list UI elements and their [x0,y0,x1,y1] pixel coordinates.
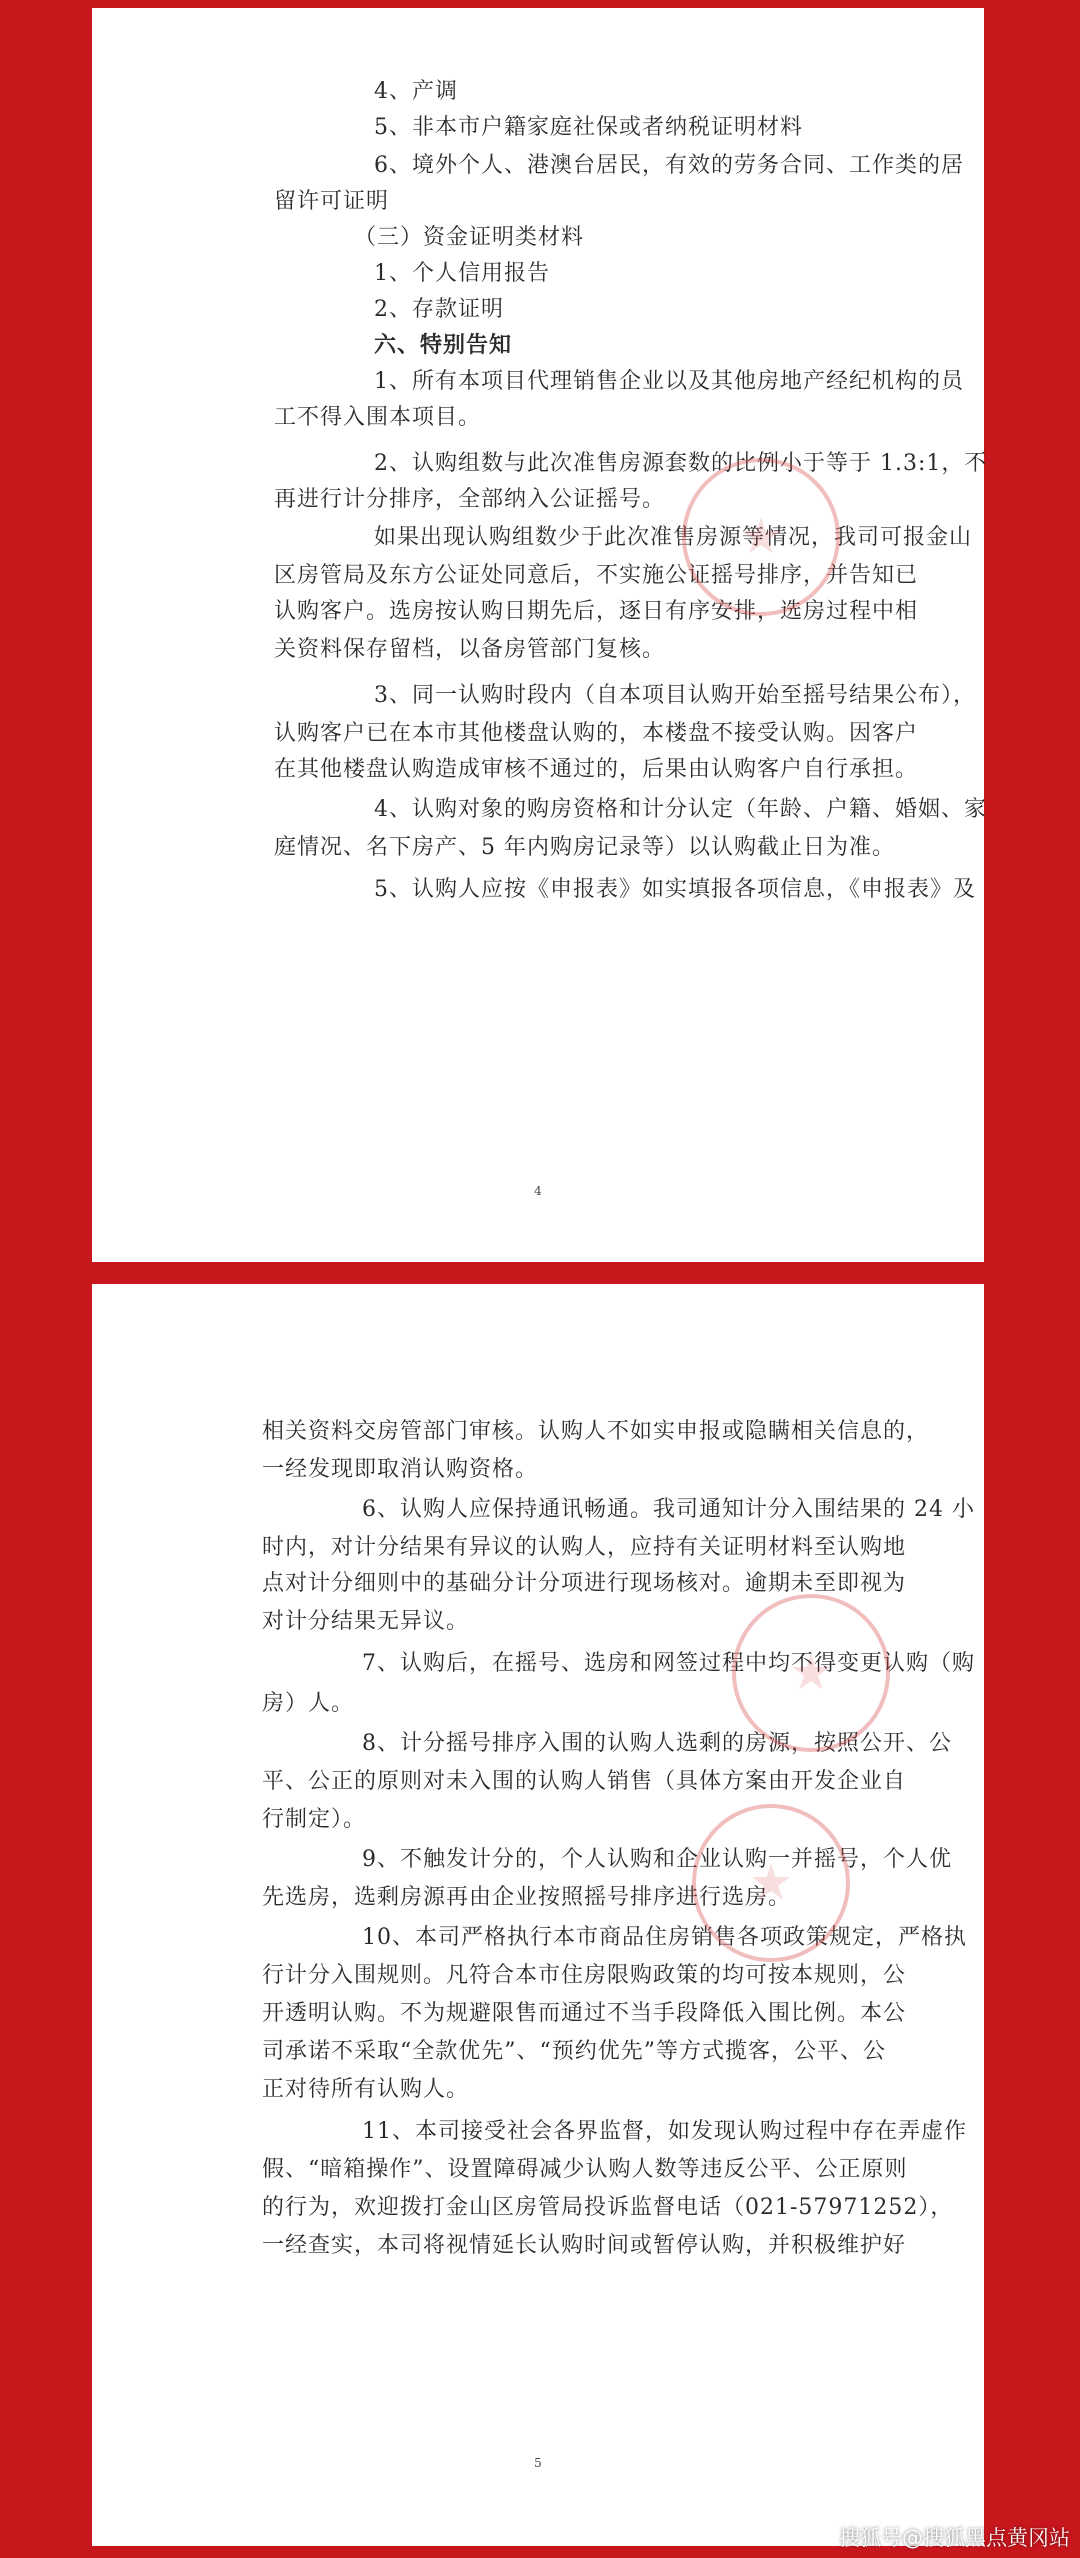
text-line: 庭情况、名下房产、5 年内购房记录等）以认购截止日为准。 [274,835,895,860]
text-line: 10、本司严格执行本市商品住房销售各项政策规定，严格执 [362,1925,967,1950]
text-line: 6、境外个人、港澳台居民，有效的劳务合同、工作类的居 [374,153,964,178]
text-line: 4、产调 [374,79,458,104]
text-line: 6、认购人应保持通讯畅通。我司通知计分入围结果的 24 小 [362,1497,975,1522]
text-line: 工不得入围本项目。 [274,405,482,430]
document-page-4 [92,8,988,1262]
text-line: 8、计分摇号排序入围的认购人选剩的房源，按照公开、公 [362,1731,952,1756]
section-heading: 六、特别告知 [374,333,513,358]
text-line: 一经发现即取消认购资格。 [262,1457,539,1482]
text-line: 开透明认购。不为规避限售而通过不当手段降低入围比例。本公 [262,2001,907,2026]
page-number: 4 [534,1184,542,1198]
text-line: 5、非本市户籍家庭社保或者纳税证明材料 [374,115,803,140]
text-line: 3、同一认购时段内（自本项目认购开始至摇号结果公布）， [374,683,976,708]
text-line: 5、认购人应按《申报表》如实填报各项信息，《申报表》及 [374,877,976,902]
text-line: 房）人。 [262,1691,355,1716]
text-line: 在其他楼盘认购造成审核不通过的，后果由认购客户自行承担。 [274,757,919,782]
text-line: 认购客户。选房按认购日期先后，逐日有序安排，选房过程中相 [274,599,919,624]
text-line: 时内，对计分结果有异议的认购人，应持有关证明材料至认购地 [262,1535,907,1560]
text-line: 7、认购后，在摇号、选房和网签过程中均不得变更认购（购 [362,1651,975,1676]
text-line: 点对计分细则中的基础分计分项进行现场核对。逾期未至即视为 [262,1571,907,1596]
text-line: 4、认购对象的购房资格和计分认定（年龄、户籍、婚姻、家 [374,797,987,822]
watermark-text: 搜狐号@搜狐黑点黄冈站 [839,2526,1070,2550]
page-number: 5 [534,2456,542,2470]
text-line: 区房管局及东方公证处同意后，不实施公证摇号排序，并告知已 [274,563,919,588]
text-line: 行计分入围规则。凡符合本市住房限购政策的均可按本规则，公 [262,1963,907,1988]
text-line: 平、公正的原则对未入围的认购人销售（具体方案由开发企业自 [262,1769,907,1794]
document-page-5 [92,1284,984,2546]
text-line: 先选房，选剩房源再由企业按照摇号排序进行选房。 [262,1885,792,1910]
text-line: 一经查实，本司将视情延长认购时间或暂停认购，并积极维护好 [262,2233,907,2258]
text-line: 司承诺不采取“全款优先”、“预约优先”等方式揽客，公平、公 [262,2039,886,2064]
text-line: 对计分结果无异议。 [262,1609,470,1634]
text-line: 的行为，欢迎拨打金山区房管局投诉监督电话（021-57971252）， [262,2195,954,2220]
section-heading: （三）资金证明类材料 [354,225,585,250]
text-line: 正对待所有认购人。 [262,2077,470,2102]
text-line: 假、“暗箱操作”、设置障碍减少认购人数等违反公平、公正原则 [262,2157,908,2182]
text-line: 相关资料交房管部门审核。认购人不如实申报或隐瞒相关信息的， [262,1419,930,1444]
text-line: 1、个人信用报告 [374,261,550,286]
text-line: 行制定）。 [262,1807,367,1832]
text-line: 关资料保存留档，以备房管部门复核。 [274,637,666,662]
text-line: 认购客户已在本市其他楼盘认购的，本楼盘不接受认购。因客户 [274,721,919,746]
text-line: 11、本司接受社会各界监督，如发现认购过程中存在弄虚作 [362,2119,967,2144]
text-line: 再进行计分排序，全部纳入公证摇号。 [274,487,666,512]
text-line: 1、所有本项目代理销售企业以及其他房地产经纪机构的员 [374,369,964,394]
text-line: 2、认购组数与此次准售房源套数的比例小于等于 1.3:1，不 [374,451,988,476]
text-line: 如果出现认购组数少于此次准售房源等情况，我司可报金山 [374,525,973,550]
text-line: 留许可证明 [274,189,390,214]
text-line: 9、不触发计分的，个人认购和企业认购一并摇号，个人优 [362,1847,952,1872]
text-line: 2、存款证明 [374,297,504,322]
